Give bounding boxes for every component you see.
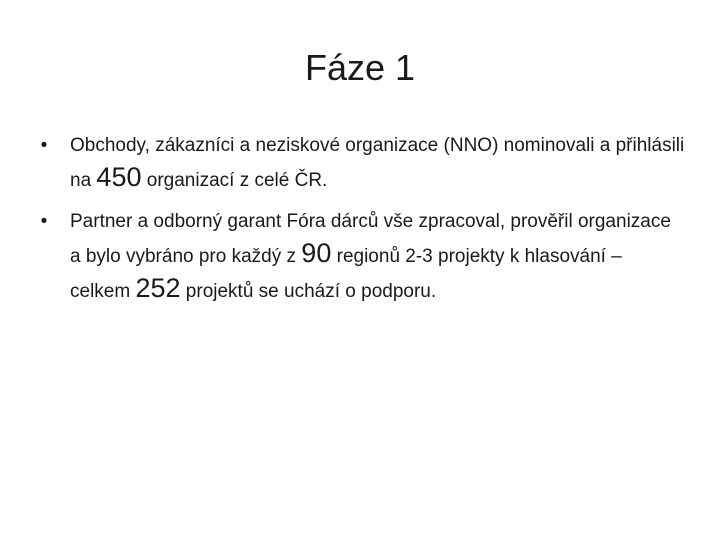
slide-title: Fáze 1 <box>304 47 416 88</box>
highlight-number: 90 <box>301 238 332 268</box>
bullet-text: projektů se uchází o podporu. <box>180 281 437 302</box>
bullet-item-nominations <box>36 128 686 198</box>
highlight-number: 252 <box>135 273 181 303</box>
bullet-icon: • <box>40 211 48 232</box>
highlight-number: 450 <box>96 162 142 192</box>
bullet-list <box>36 128 686 315</box>
bullet-item-selection <box>36 204 686 309</box>
bullet-icon: • <box>40 135 48 156</box>
bullet-text: Partner a odborný garant Fóra dárců vše zpracoval, prověřil organizace a bylo vybráno pro každý z <box>70 211 671 267</box>
bullet-text: Obchody, zákazníci a neziskové organizace (NNO) nominovali a přihlásili na <box>70 135 685 191</box>
bullet-text: regionů 2-3 projekty k hlasování – celkem <box>70 246 622 302</box>
bullet-text: organizací z celé ČR. <box>141 170 328 191</box>
